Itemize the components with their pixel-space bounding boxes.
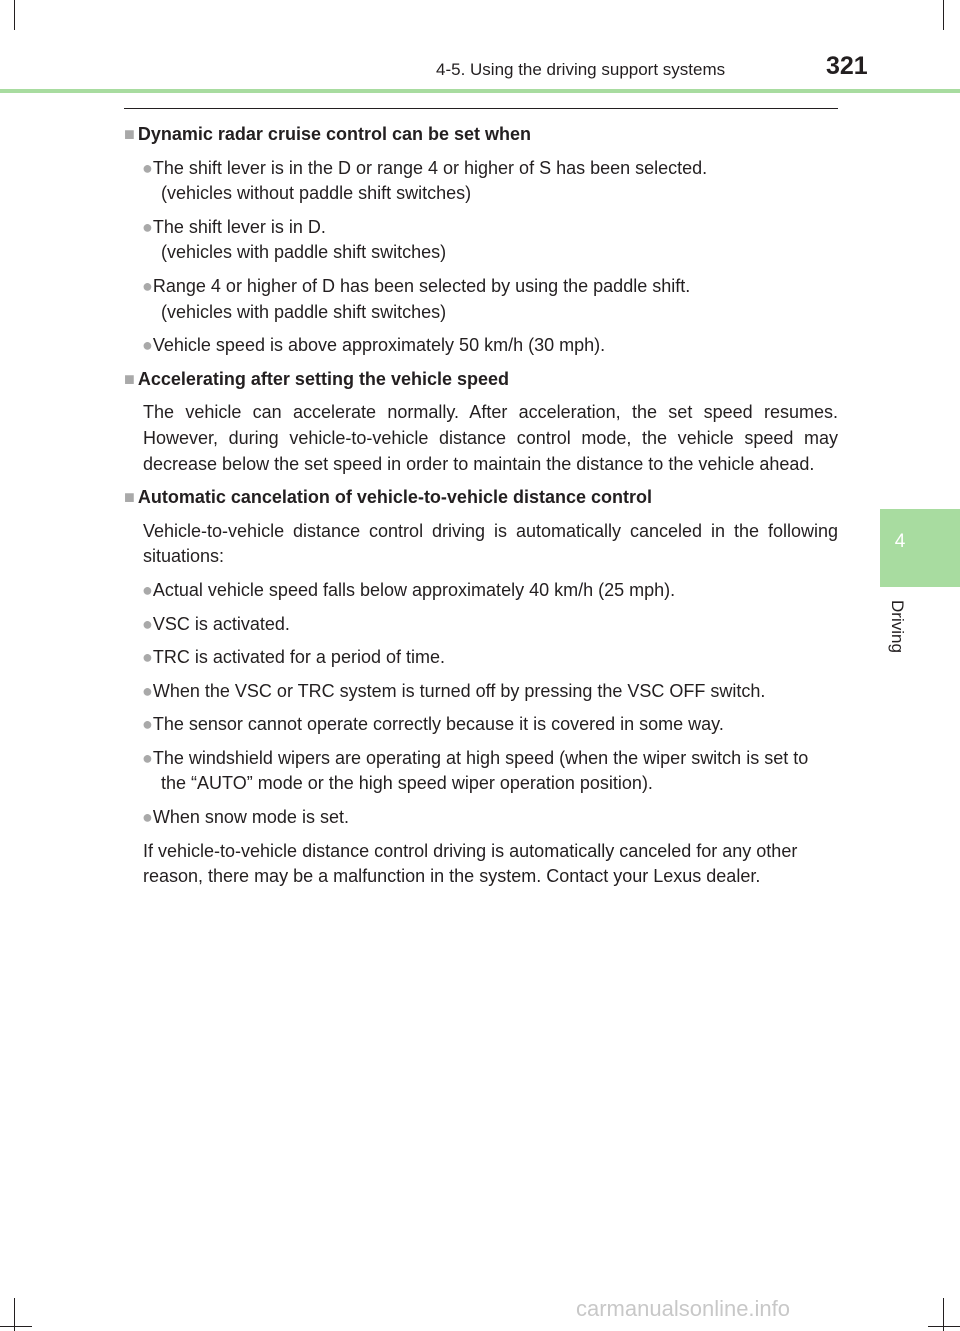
page-number: 321 xyxy=(826,52,868,80)
list-item-text: The windshield wipers are operating at high speed (when the wiper switch is set to the “AUTO” mode or the high speed wiper operation position). xyxy=(152,747,809,794)
list-item-text: TRC is activated for a period of time. xyxy=(152,647,445,668)
square-bullet-icon: ■ xyxy=(124,368,135,389)
page-content xyxy=(124,122,838,898)
bullet-dot-icon: ● xyxy=(142,579,153,600)
bullet-dot-icon: ● xyxy=(142,747,153,768)
content-rule xyxy=(124,108,838,109)
list-item-note: (vehicles with paddle shift switches) xyxy=(161,242,447,263)
header-rule xyxy=(0,89,960,93)
list-item-text: Range 4 or higher of D has been selected by using the paddle shift. xyxy=(152,275,691,296)
list-item xyxy=(124,746,838,797)
bullet-dot-icon: ● xyxy=(142,275,153,296)
section-heading xyxy=(124,485,838,511)
square-bullet-icon: ■ xyxy=(124,124,135,144)
list-item xyxy=(124,612,838,638)
list-item-text: Actual vehicle speed falls below approximately 40 km/h (25 mph). xyxy=(152,579,676,600)
bullet-dot-icon: ● xyxy=(142,714,153,735)
list-item xyxy=(124,712,838,738)
list-item xyxy=(124,645,838,671)
section-heading-text: Accelerating after setting the vehicle speed xyxy=(137,368,510,389)
section-heading xyxy=(124,367,838,393)
bullet-dot-icon: ● xyxy=(142,807,153,828)
bullet-dot-icon: ● xyxy=(142,613,153,634)
paragraph: If vehicle-to-vehicle distance control driving is automatically canceled for any other reason, there may be a malfunction in the system. Contact your Lexus dealer. xyxy=(143,840,798,887)
list-item xyxy=(124,578,838,604)
chapter-tab xyxy=(880,509,960,587)
list-item-text: The shift lever is in D. xyxy=(152,216,326,237)
list-item xyxy=(124,805,838,831)
bullet-dot-icon: ● xyxy=(142,647,153,668)
crop-mark xyxy=(943,0,944,30)
list-item xyxy=(124,274,838,325)
section-heading xyxy=(124,122,838,148)
bullet-dot-icon: ● xyxy=(142,335,153,356)
list-item-text: The shift lever is in the D or range 4 or higher of S has been selected. xyxy=(152,157,708,178)
chapter-label: Driving xyxy=(888,600,907,653)
list-item-text: When the VSC or TRC system is turned off by pressing the VSC OFF switch. xyxy=(152,680,766,701)
list-item-text: When snow mode is set. xyxy=(152,807,349,828)
watermark: carmanualsonline.info xyxy=(576,1296,791,1321)
section-heading-text: Automatic cancelation of vehicle-to-vehicle distance control xyxy=(137,487,652,508)
section-heading-text: Dynamic radar cruise control can be set when xyxy=(137,124,532,144)
square-bullet-icon: ■ xyxy=(124,487,135,508)
list-item-text: The sensor cannot operate correctly because it is covered in some way. xyxy=(152,714,724,735)
list-item xyxy=(124,679,838,705)
bullet-dot-icon: ● xyxy=(142,216,153,237)
list-item-text: Vehicle speed is above approximately 50 km/h (30 mph). xyxy=(152,335,606,356)
crop-mark xyxy=(14,0,15,30)
paragraph: The vehicle can accelerate normally. After acceleration, the set speed resumes. However, during vehicle-to-vehicle distance control mode, the vehicle speed may decrease below the set speed in order to maintain the distance to the vehicle ahead. xyxy=(143,402,838,474)
chapter-number: 4 xyxy=(894,531,906,552)
list-item xyxy=(124,156,838,207)
bullet-dot-icon: ● xyxy=(142,157,153,178)
header-section-title: 4-5. Using the driving support systems xyxy=(436,60,726,79)
list-item xyxy=(124,333,838,359)
crop-mark xyxy=(0,1326,32,1327)
paragraph: Vehicle-to-vehicle distance control driving is automatically canceled in the following situations: xyxy=(143,520,838,567)
list-item xyxy=(124,215,838,266)
list-item-note: (vehicles with paddle shift switches) xyxy=(161,301,447,322)
list-item-note: (vehicles without paddle shift switches) xyxy=(161,183,472,204)
bullet-dot-icon: ● xyxy=(142,680,153,701)
list-item-text: VSC is activated. xyxy=(152,613,290,634)
crop-mark xyxy=(928,1326,960,1327)
